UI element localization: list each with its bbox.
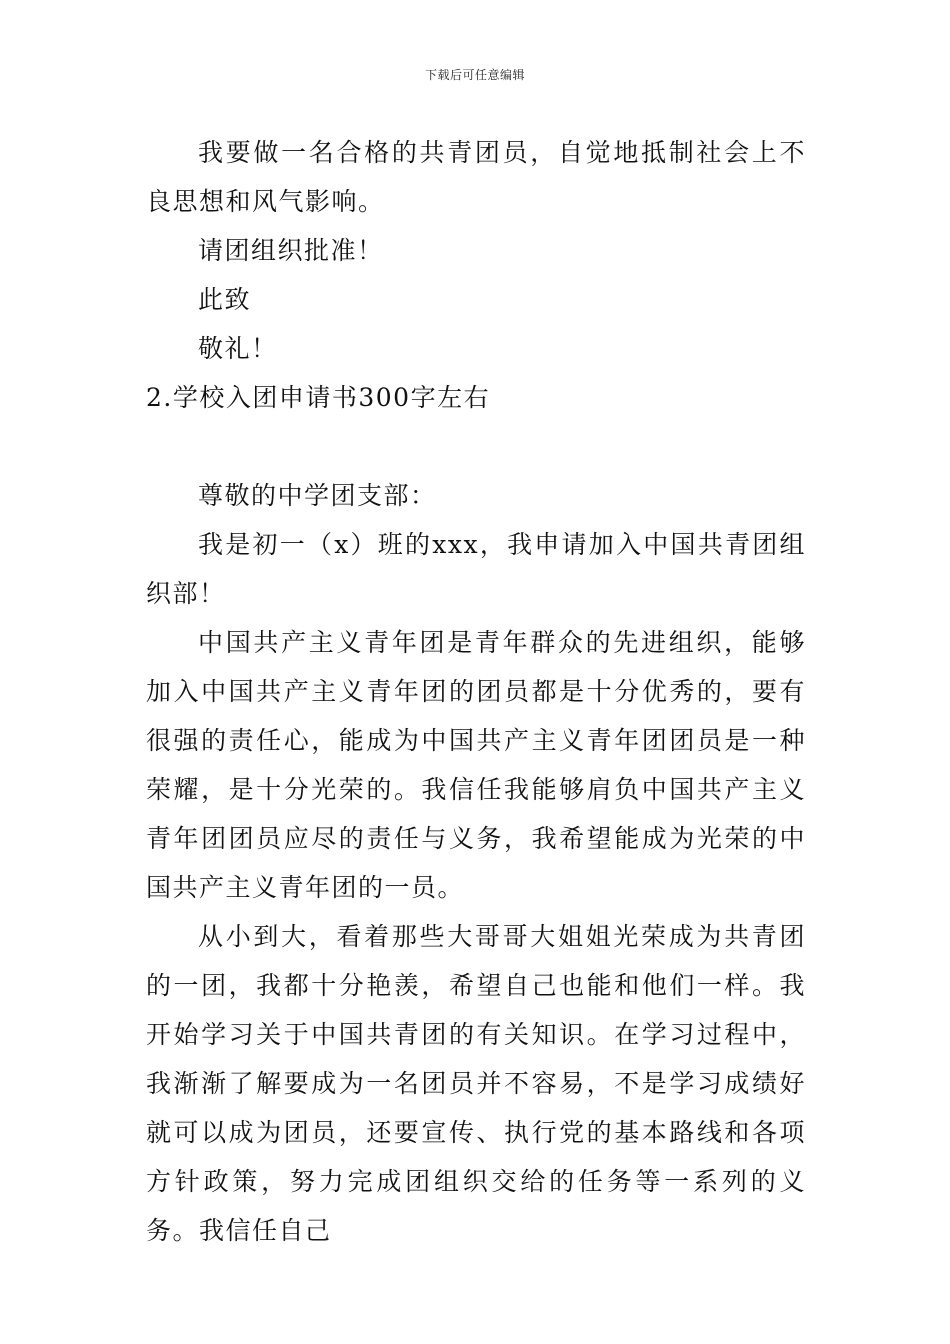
paragraph-aspiration: 从小到大，看着那些大哥哥大姐姐光荣成为共青团的一团，我都十分艳羡，希望自己也能和他们一样。我开始学习关于中国共青团的有关知识。在学习过程中，我渐渐了解要成为一名团员并不容易，不是学习成绩好就可以成为团员，还要宣传、执行党的基本路线和各项方针政策，努力完成团组织交给的任务等一系列的义务。我信任自己 (146, 922, 806, 1245)
paragraph-league-description: 中国共产主义青年团是青年群众的先进组织，能够加入中国共产主义青年团的团员都是十分优秀的，要有很强的责任心，能成为中国共产主义青年团团员是一种荣耀，是十分光荣的。我信任我能够肩负中国共产主义青年团团员应尽的责任与义务，我希望能成为光荣的中国共产主义青年团的一员。 (146, 628, 806, 902)
paragraph-conduct: 我要做一名合格的共青团员，自觉地抵制社会上不良思想和风气影响。 (146, 138, 806, 216)
section-heading: 2.学校入团申请书300字左右 (146, 383, 491, 412)
paragraph-salutation: 尊敬的中学团支部： (198, 481, 437, 510)
paragraph-introduction: 我是初一（x）班的xxx，我申请加入中国共青团组织部！ (146, 530, 806, 608)
paragraph-request-approval: 请团组织批准！ (198, 236, 384, 265)
blank-line (146, 422, 806, 471)
paragraph-closing: 此致 (198, 285, 252, 314)
page-header: 下载后可任意编辑 (424, 68, 525, 82)
paragraph-salute: 敬礼！ (198, 334, 278, 363)
document-body (146, 128, 806, 1255)
